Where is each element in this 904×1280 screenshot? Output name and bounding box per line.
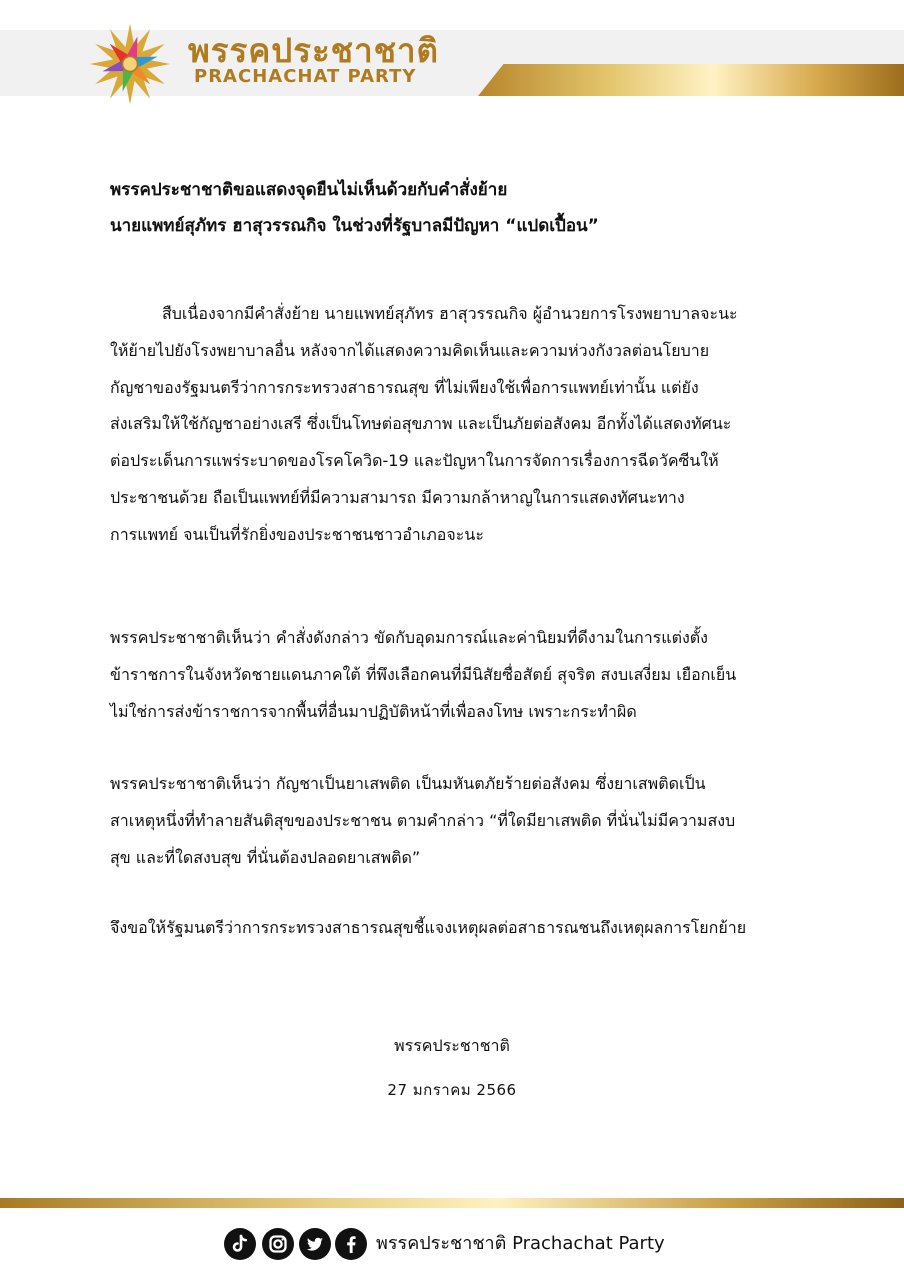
footer-gold-bar — [0, 1198, 904, 1208]
signature-name: พรรคประชาชาติ — [394, 1036, 510, 1055]
paragraph-4 — [110, 910, 810, 947]
paragraph-1 — [110, 296, 810, 554]
paragraph-line: จึงขอให้รัฐมนตรีว่าการกระทรวงสาธารณสุขชี้แจงเหตุผลต่อสาธารณชนถึงเหตุผลการโยกย้าย — [110, 918, 747, 937]
signature-date: 27 มกราคม 2566 — [387, 1081, 517, 1099]
paragraph-line: ไม่ใช่การส่งข้าราชการจากพื้นที่อื่นมาปฏิบัติหน้าที่เพื่อลงโทษ เพราะกระทำผิด — [110, 701, 637, 721]
title-line: พรรคประชาชาติขอแสดงจุดยืนไม่เห็นด้วยกับคำสั่งย้าย — [110, 180, 508, 200]
instagram-icon[interactable] — [262, 1228, 294, 1260]
paragraph-3 — [110, 766, 810, 876]
party-name-english: PRACHACHAT PARTY — [194, 66, 417, 87]
paragraph-line: กัญชาของรัฐมนตรีว่าการกระทรวงสาธารณสุข ที่ไม่เพียงใช้เพื่อการแพทย์เท่านั้น แต่ยัง — [110, 377, 699, 397]
facebook-icon[interactable] — [335, 1228, 367, 1260]
paragraph-line: การแพทย์ จนเป็นที่รักยิ่งของประชาชนชาวอำเภอจะนะ — [110, 524, 484, 544]
paragraph-line: พรรคประชาชาติเห็นว่า คำสั่งดังกล่าว ขัดกับอุดมการณ์และค่านิยมที่ดีงามในการแต่งตั้ง — [110, 628, 708, 647]
party-logo-icon — [88, 22, 172, 106]
paragraph-line: สุข และที่ใดสงบสุข ที่นั่นต้องปลอดยาเสพติด” — [110, 847, 421, 867]
paragraph-line: ข้าราชการในจังหวัดชายแดนภาคใต้ ที่พึงเลือกคนที่มีนิสัยซื่อสัตย์ สุจริต สงบเสงี่ยม เยือกเย็น — [110, 664, 737, 684]
gold-ribbon — [478, 64, 904, 96]
paragraph-line: ต่อประเด็นการแพร่ระบาดของโรคโควิด-19 และปัญหาในการจัดการเรื่องการฉีดวัคซีนให้ — [110, 451, 719, 471]
paragraph-2 — [110, 620, 810, 730]
twitter-icon[interactable] — [299, 1228, 331, 1260]
paragraph-line: ส่งเสริมให้ใช้กัญชาอย่างเสรี ซึ่งเป็นโทษต่อสุขภาพ และเป็นภัยต่อสังคม อีกทั้งได้แสดงทัศนะ — [110, 414, 732, 434]
paragraph-line: ประชาชนด้วย ถือเป็นแพทย์ที่มีความสามารถ มีความกล้าหาญในการแสดงทัศนะทาง — [110, 487, 685, 507]
title-line: นายแพทย์สุภัทร ฮาสุวรรณกิจ ในช่วงที่รัฐบาลมีปัญหา “แปดเปื้อน” — [110, 216, 599, 236]
paragraph-line: ให้ย้ายไปยังโรงพยาบาลอื่น หลังจากได้แสดงความคิดเห็นและความห่วงกังวลต่อนโยบาย — [110, 340, 710, 360]
tiktok-icon[interactable] — [224, 1228, 256, 1260]
paragraph-line: พรรคประชาชาติเห็นว่า กัญชาเป็นยาเสพติด เป็นมหันตภัยร้ายต่อสังคม ซึ่งยาเสพติดเป็น — [110, 774, 706, 793]
footer-page-name: พรรคประชาชาติ Prachachat Party — [376, 1233, 665, 1254]
paragraph-line: สาเหตุหนึ่งที่ทำลายสันติสุขของประชาชน ตามคำกล่าว “ที่ใดมียาเสพติด ที่นั่นไม่มีความสงบ — [110, 810, 736, 830]
paragraph-line: สืบเนื่องจากมีคำสั่งย้าย นายแพทย์สุภัทร ฮาสุวรรณกิจ ผู้อำนวยการโรงพยาบาลจะนะ — [162, 304, 738, 323]
statement-title — [110, 172, 810, 244]
party-name-thai: พรรคประชาชาติ — [188, 31, 439, 70]
